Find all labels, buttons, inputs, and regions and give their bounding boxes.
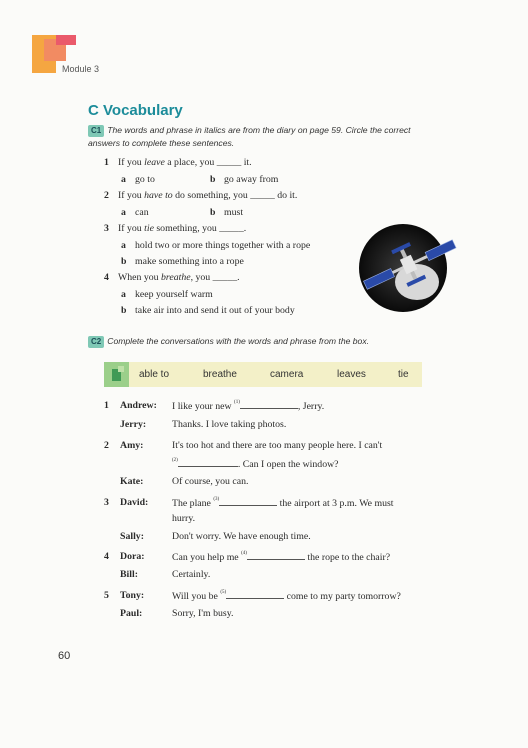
speaker-bill: Bill: (120, 569, 138, 580)
c1-instruction-line2: answers to complete these sentences. (88, 138, 235, 148)
c1-q3-option-a[interactable]: a hold two or more things together with a rope (121, 240, 311, 251)
conv2-line1: It's too hot and there are too many people here. I can't (172, 440, 383, 451)
c1-instruction (88, 124, 448, 149)
conv-number-3: 3 (104, 497, 109, 508)
c1-q4-option-a[interactable]: a keep yourself warm (121, 289, 213, 300)
word-box (104, 362, 422, 387)
c2-tag: C2 (88, 336, 104, 348)
conv-number-1: 1 (104, 400, 109, 411)
space-station-illustration (355, 220, 465, 312)
conv-number-2: 2 (104, 440, 109, 451)
c1-question-3: 3 If you tie something, you _____. (104, 223, 247, 234)
conv-number-5: 5 (104, 590, 109, 601)
conv2-line2: Of course, you can. (172, 476, 249, 487)
c1-question-1: 1 If you leave a place, you _____ it. (104, 157, 252, 168)
word-leaves: leaves (337, 369, 366, 380)
blank-5[interactable] (226, 590, 284, 599)
c2-instruction-text: Complete the conversations with the words and phrase from the box. (107, 336, 370, 346)
blank-1[interactable] (240, 400, 298, 409)
conv-number-4: 4 (104, 551, 109, 562)
c1-question-4: 4 When you breathe, you _____. (104, 272, 240, 283)
blank-3[interactable] (219, 497, 277, 506)
module-label: Module 3 (62, 64, 100, 74)
c1-tag: C1 (88, 125, 104, 137)
c1-q1-option-a[interactable]: a go to (121, 174, 155, 185)
word-box-icon (104, 362, 129, 387)
blank-4[interactable] (247, 551, 305, 560)
conv3-line2: Don't worry. We have enough time. (172, 531, 311, 542)
speaker-tony: Tony: (120, 590, 145, 601)
speaker-kate: Kate: (120, 476, 144, 487)
speaker-david: David: (120, 497, 149, 508)
section-letter: C (88, 102, 99, 119)
c1-q4-option-b[interactable]: b take air into and send it out of your body (121, 305, 295, 316)
section-name: Vocabulary (103, 102, 183, 119)
word-tie: tie (398, 369, 409, 380)
conv5-line1: Will you be $^{(5)}$ come to my party tomorrow? (172, 590, 401, 602)
speaker-andrew: Andrew: (120, 400, 157, 411)
c1-q2-option-a[interactable]: a can (121, 207, 149, 218)
page-number: 60 (58, 650, 71, 662)
section-title (88, 102, 183, 119)
speaker-jerry: Jerry: (120, 419, 147, 430)
word-breathe: breathe (203, 369, 237, 380)
conv5-line2: Sorry, I'm busy. (172, 608, 234, 619)
conv1-line1: I like your new $^{(1)}$ , Jerry. (172, 400, 325, 412)
speaker-sally: Sally: (120, 531, 144, 542)
conv4-line2: Certainly. (172, 569, 211, 580)
conv3-line1: The plane $^{(3)}$ the airport at 3 p.m. We must (172, 497, 394, 509)
conv4-line1: Can you help me $^{(4)}$ the rope to the chair? (172, 551, 391, 563)
conv3-line1-cont: hurry. (172, 513, 196, 524)
blank-2[interactable] (178, 458, 238, 467)
c1-q1-option-b[interactable]: b go away from (210, 174, 279, 185)
c1-q3-option-b[interactable]: b make something into a rope (121, 256, 244, 267)
c1-instruction-line1: The words and phrase in italics are from the diary on page 59. Circle the correct (107, 125, 411, 135)
conv2-line1-cont: $^{(2)}$ . Can I open the window? (172, 458, 339, 470)
conv1-line2: Thanks. I love taking photos. (172, 419, 287, 430)
word-able-to: able to (139, 369, 170, 380)
word-camera: camera (270, 369, 304, 380)
c1-q2-option-b[interactable]: b must (210, 207, 244, 218)
c1-question-2: 2 If you have to do something, you _____ do it. (104, 190, 298, 201)
speaker-paul: Paul: (120, 608, 143, 619)
c2-instruction (88, 335, 369, 348)
speaker-dora: Dora: (120, 551, 145, 562)
speaker-amy: Amy: (120, 440, 144, 451)
